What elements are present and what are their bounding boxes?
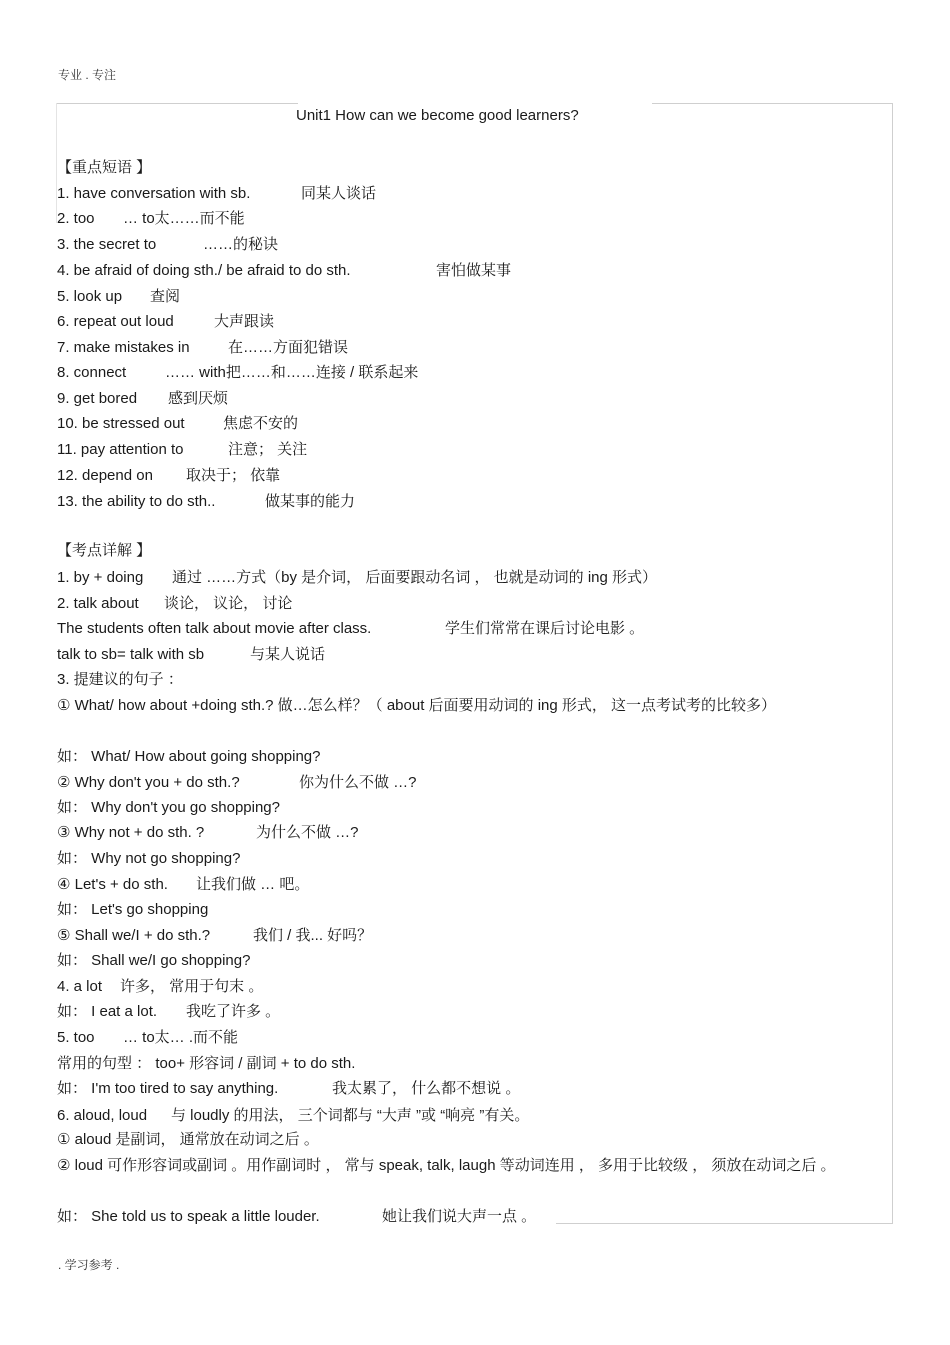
explain-paragraph-what-about: ① What/ how about +doing sth.? 做…怎么样？（ about 后面要用动词的 ing 形式， 这一点考试考的比较多） xyxy=(57,697,777,714)
explain-zh: 我吃了许多 。 xyxy=(186,1003,281,1020)
explain-en: 如： She told us to speak a little louder. xyxy=(57,1208,320,1225)
explain-en: 如： Shall we/I go shopping? xyxy=(57,952,251,969)
explain-zh: 为什么不做 …? xyxy=(256,824,359,841)
explain-en: ⑤ Shall we/I + do sth.? xyxy=(57,927,211,944)
explain-en: ② Why don't you + do sth.? xyxy=(57,774,240,791)
document-title: Unit1 How can we become good learners? xyxy=(296,107,579,124)
explain-zh: 许多， 常用于句末 。 xyxy=(120,978,264,995)
frame-border-top-right xyxy=(652,103,893,104)
explain-zh: … to太… .而不能 xyxy=(123,1029,239,1046)
explain-en: ③ Why not + do sth. ? xyxy=(57,824,205,841)
explain-zh: 让我们做 … 吧。 xyxy=(196,876,310,893)
phrase-en: 5. look up xyxy=(57,288,123,305)
explain-line xyxy=(57,1206,537,1228)
phrase-zh: 同某人谈话 xyxy=(301,185,377,202)
explain-line xyxy=(57,797,280,819)
phrase-en: 1. have conversation with sb. xyxy=(57,185,251,202)
phrase-item xyxy=(57,234,279,256)
explain-line xyxy=(57,669,183,691)
section-heading-key-phrases: 【重点短语 】 xyxy=(57,159,152,176)
explain-line xyxy=(57,822,359,844)
explain-line xyxy=(57,950,250,972)
phrase-item xyxy=(57,183,377,205)
explain-line xyxy=(57,874,310,896)
explain-en: 常用的句型 ： too+ 形容词 / 副词 + to do sth. xyxy=(57,1055,356,1072)
phrase-en: 3. the secret to xyxy=(57,236,157,253)
explain-en: 如： Why don't you go shopping? xyxy=(57,799,280,816)
explain-line xyxy=(57,1053,355,1075)
phrase-en: 10. be stressed out xyxy=(57,415,185,432)
phrase-item xyxy=(57,362,419,384)
explain-en: 4. a lot xyxy=(57,978,103,995)
page-header: 专业 . 专注 xyxy=(58,68,117,82)
phrase-item xyxy=(57,260,512,282)
explain-line xyxy=(57,644,326,666)
explain-en: ① aloud 是副词， 通常放在动词之后 。 xyxy=(57,1131,319,1148)
phrase-item xyxy=(57,491,356,513)
phrase-zh: 在……方面犯错误 xyxy=(228,339,349,356)
phrase-item xyxy=(57,311,275,333)
explain-en: 如： What/ How about going shopping? xyxy=(57,748,321,765)
frame-border-bottom xyxy=(556,1223,893,1224)
explain-en: 如： Why not go shopping? xyxy=(57,850,241,867)
explain-zh: 与 loudly 的用法， 三个词都与 “大声 ”或 “响亮 ”有关。 xyxy=(171,1107,530,1124)
phrase-item xyxy=(57,388,229,410)
explain-line xyxy=(57,1001,281,1023)
phrase-en: 8. connect xyxy=(57,364,127,381)
phrase-zh: 大声跟读 xyxy=(214,313,275,330)
phrase-zh: 做某事的能力 xyxy=(265,493,356,510)
phrase-en: 4. be afraid of doing sth./ be afraid to do sth. xyxy=(57,262,351,279)
phrase-en: 2. too xyxy=(57,210,95,227)
explain-line xyxy=(57,1129,319,1151)
phrase-zh: 取决于； 依靠 xyxy=(186,467,281,484)
explain-line xyxy=(57,899,208,921)
frame-border-right xyxy=(892,103,893,1224)
phrase-zh: 感到厌烦 xyxy=(168,390,229,407)
explain-en: 如： I'm too tired to say anything. xyxy=(57,1080,279,1097)
explain-en: The students often talk about movie after class. xyxy=(57,620,372,637)
explain-zh: 我们 / 我... 好吗？ xyxy=(253,927,373,944)
explain-en: ④ Let's + do sth. xyxy=(57,876,168,893)
phrase-zh: … to太……而不能 xyxy=(123,210,245,227)
explain-en: 3. 提建议的句子 ： xyxy=(57,671,183,688)
phrase-zh: …… with把……和……连接 / 联系起来 xyxy=(165,364,419,381)
explain-zh: 你为什么不做 …? xyxy=(299,774,417,791)
explain-line xyxy=(57,976,264,998)
explain-en: 如： Let's go shopping xyxy=(57,901,209,918)
explain-line xyxy=(57,1078,521,1100)
explain-zh: 与某人说话 xyxy=(250,646,326,663)
phrase-en: 11. pay attention to xyxy=(57,441,184,458)
phrase-en: 13. the ability to do sth.. xyxy=(57,493,216,510)
phrase-item xyxy=(57,208,245,230)
explain-line xyxy=(57,925,373,947)
phrase-item xyxy=(57,439,308,461)
explain-en: 1. by + doing xyxy=(57,569,144,586)
explain-line xyxy=(57,567,658,589)
explain-en: 2. talk about xyxy=(57,595,139,612)
explain-line xyxy=(57,772,417,794)
explain-zh: 谈论， 议论， 讨论 xyxy=(164,595,293,612)
phrase-item xyxy=(57,413,299,435)
explain-line xyxy=(57,848,240,870)
phrase-item xyxy=(57,465,281,487)
explain-line xyxy=(57,1027,239,1049)
phrase-en: 7. make mistakes in xyxy=(57,339,190,356)
phrase-zh: ……的秘诀 xyxy=(203,236,279,253)
phrase-zh: 害怕做某事 xyxy=(436,262,512,279)
phrase-en: 9. get bored xyxy=(57,390,138,407)
section-heading-exam-points: 【考点详解 】 xyxy=(57,542,152,559)
explain-zh: 她让我们说大声一点 。 xyxy=(382,1208,537,1225)
phrase-item xyxy=(57,286,181,308)
phrase-en: 12. depend on xyxy=(57,467,153,484)
explain-zh: 我太累了， 什么都不想说 。 xyxy=(332,1080,521,1097)
explain-en: 5. too xyxy=(57,1029,95,1046)
phrase-en: 6. repeat out loud xyxy=(57,313,174,330)
phrase-item xyxy=(57,337,349,359)
explain-en: 6. aloud, loud xyxy=(57,1107,148,1124)
page-footer: . 学习参考 . xyxy=(58,1258,120,1272)
explain-zh: 通过 ……方式（by 是介词， 后面要跟动名词 ， 也就是动词的 ing 形式） xyxy=(172,569,658,586)
explain-line xyxy=(57,1105,530,1127)
explain-paragraph-loud: ② loud 可作形容词或副词 。用作副词时 ， 常与 speak, talk, laugh 等动词连用 ， 多用于比较级 ， 须放在动词之后 。 xyxy=(57,1157,836,1174)
explain-line xyxy=(57,746,321,768)
explain-en: talk to sb= talk with sb xyxy=(57,646,205,663)
explain-line xyxy=(57,593,293,615)
phrase-zh: 焦虑不安的 xyxy=(223,415,299,432)
explain-zh: 学生们常常在课后讨论电影 。 xyxy=(445,620,645,637)
phrase-zh: 注意； 关注 xyxy=(228,441,308,458)
frame-border-top-left xyxy=(56,103,298,104)
explain-en: 如： I eat a lot. xyxy=(57,1003,158,1020)
explain-line xyxy=(57,618,645,640)
phrase-zh: 查阅 xyxy=(150,288,181,305)
